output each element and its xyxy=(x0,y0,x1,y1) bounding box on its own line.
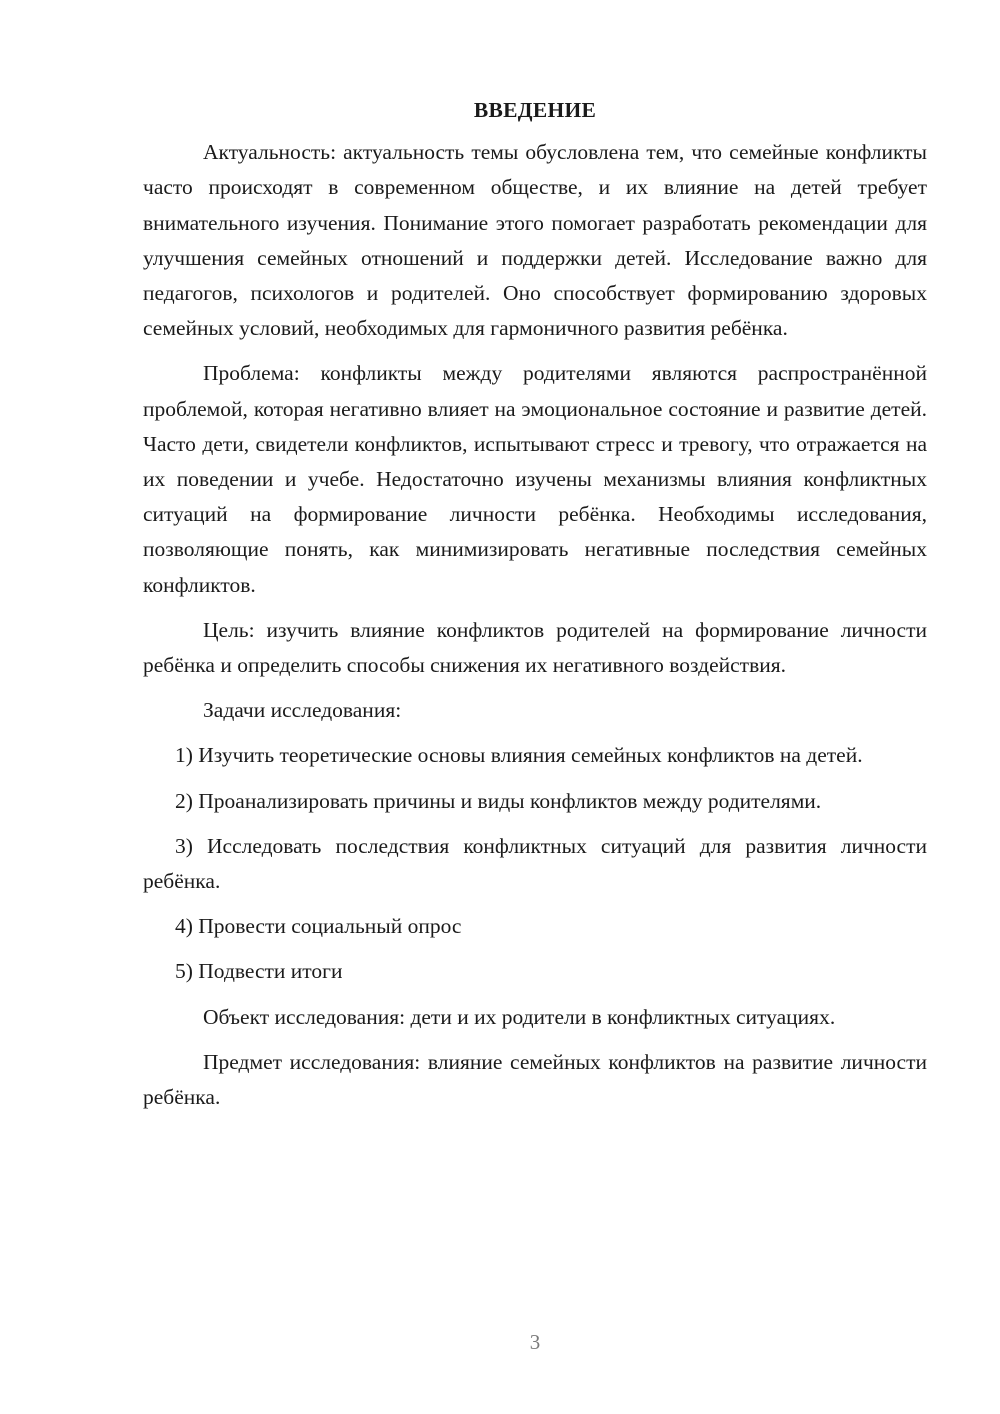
task-item-4: 4) Провести социальный опрос xyxy=(175,914,462,939)
problem-paragraph: Проблема: конфликты между родителями являются распространённой проблемой, которая негативно влияет на эмоциональное состояние и развитие детей. Часто дети, свидетели конфликтов, испытывают стресс и тревогу, что отражается на их поведении и учебе. Недостаточно изучены механизмы влияния конфликтных ситуаций на формирование личности ребёнка. Необходимы исследования, позволяющие понять, как минимизировать негативные последствия семейных конфликтов. xyxy=(143,361,927,597)
object-paragraph: Объект исследования: дети и их родители в конфликтных ситуациях. xyxy=(203,1004,836,1029)
task-item-3: 3) Исследовать последствия конфликтных ситуаций для развития личности ребёнка. xyxy=(143,833,927,894)
relevance-paragraph: Актуальность: актуальность темы обусловлена тем, что семейные конфликты часто происходят в современном обществе, и их влияние на детей требует внимательного изучения. Понимание этого помогает разработать рекомендации для улучшения семейных отношений и поддержки детей. Исследование важно для педагогов, психологов и родителей. Оно способствует формированию здоровых семейных условий, необходимых для гармоничного развития ребёнка. xyxy=(143,140,927,341)
page-content xyxy=(143,93,927,1125)
task-item-5: 5) Подвести итоги xyxy=(175,959,343,984)
tasks-heading: Задачи исследования: xyxy=(203,698,402,723)
section-title: ВВЕДЕНИЕ xyxy=(473,98,597,122)
goal-paragraph: Цель: изучить влияние конфликтов родителей на формирование личности ребёнка и определить способы снижения их негативного воздействия. xyxy=(143,617,927,678)
subject-paragraph: Предмет исследования: влияние семейных конфликтов на развитие личности ребёнка. xyxy=(143,1049,927,1110)
page-number: 3 xyxy=(529,1330,541,1354)
task-item-1: 1) Изучить теоретические основы влияния семейных конфликтов на детей. xyxy=(175,743,863,768)
task-item-2: 2) Проанализировать причины и виды конфликтов между родителями. xyxy=(175,788,822,813)
